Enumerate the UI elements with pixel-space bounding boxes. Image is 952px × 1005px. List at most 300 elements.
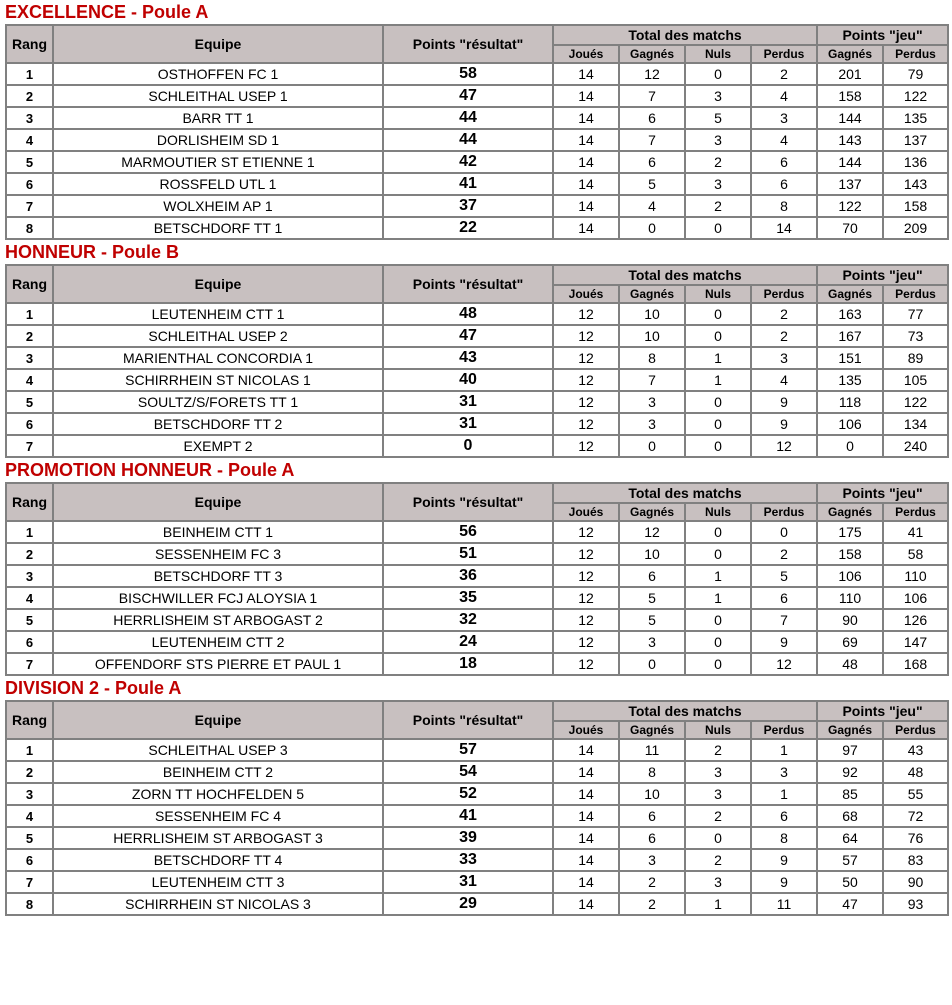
jeu-gagnes-cell: 68: [817, 805, 883, 827]
gagnes-cell: 5: [619, 587, 685, 609]
nuls-cell: 0: [685, 391, 751, 413]
perdus-cell: 3: [751, 107, 817, 129]
perdus-cell: 5: [751, 565, 817, 587]
points-cell: 22: [383, 217, 553, 239]
nuls-cell: 0: [685, 303, 751, 325]
points-cell: 31: [383, 871, 553, 893]
total-matchs-header: Total des matchs: [553, 25, 817, 45]
team-cell: ZORN TT HOCHFELDEN 5: [53, 783, 383, 805]
rang-header: Rang: [6, 25, 53, 63]
team-cell: OSTHOFFEN FC 1: [53, 63, 383, 85]
table-row: [6, 63, 948, 85]
perdus-cell: 2: [751, 325, 817, 347]
team-cell: HERRLISHEIM ST ARBOGAST 3: [53, 827, 383, 849]
standings-body: [6, 303, 948, 457]
joues-cell: 14: [553, 871, 619, 893]
points-jeu-header: Points "jeu": [817, 25, 948, 45]
points-cell: 57: [383, 739, 553, 761]
jeu-gagnes-cell: 50: [817, 871, 883, 893]
table-row: [6, 391, 948, 413]
team-cell: SCHIRRHEIN ST NICOLAS 3: [53, 893, 383, 915]
rang-cell: 6: [6, 849, 53, 871]
jeu-perdus-cell: 105: [883, 369, 948, 391]
table-row: [6, 151, 948, 173]
rang-cell: 1: [6, 63, 53, 85]
perdus-header: Perdus: [751, 285, 817, 303]
jeu-gagnes-cell: 106: [817, 565, 883, 587]
joues-cell: 14: [553, 173, 619, 195]
points-cell: 47: [383, 325, 553, 347]
perdus-cell: 0: [751, 521, 817, 543]
joues-cell: 14: [553, 85, 619, 107]
points-cell: 42: [383, 151, 553, 173]
gagnes-header: Gagnés: [619, 45, 685, 63]
points-cell: 44: [383, 107, 553, 129]
jeu-gagnes-cell: 70: [817, 217, 883, 239]
perdus-cell: 9: [751, 871, 817, 893]
team-cell: ROSSFELD UTL 1: [53, 173, 383, 195]
perdus-header: Perdus: [751, 503, 817, 521]
jeu-perdus-cell: 76: [883, 827, 948, 849]
rang-cell: 1: [6, 739, 53, 761]
standings-body: [6, 63, 948, 239]
jeu-perdus-cell: 122: [883, 85, 948, 107]
gagnes-cell: 3: [619, 413, 685, 435]
jeu-gagnes-cell: 90: [817, 609, 883, 631]
equipe-header: Equipe: [53, 483, 383, 521]
joues-cell: 12: [553, 609, 619, 631]
perdus-cell: 12: [751, 435, 817, 457]
table-row: [6, 347, 948, 369]
jeu-perdus-cell: 72: [883, 805, 948, 827]
division-name: PROMOTION HONNEUR: [5, 460, 212, 480]
nuls-cell: 0: [685, 521, 751, 543]
joues-cell: 14: [553, 63, 619, 85]
jeu-perdus-cell: 77: [883, 303, 948, 325]
perdus-cell: 1: [751, 739, 817, 761]
gagnes-cell: 10: [619, 783, 685, 805]
rang-cell: 5: [6, 827, 53, 849]
poule-name: Poule A: [142, 2, 209, 22]
jeu-perdus-cell: 209: [883, 217, 948, 239]
points-cell: 41: [383, 173, 553, 195]
perdus-header: Perdus: [751, 45, 817, 63]
team-cell: BETSCHDORF TT 2: [53, 413, 383, 435]
rang-cell: 3: [6, 783, 53, 805]
nuls-cell: 1: [685, 893, 751, 915]
rang-cell: 6: [6, 413, 53, 435]
jeu-perdus-cell: 126: [883, 609, 948, 631]
joues-cell: 12: [553, 653, 619, 675]
jeu-gagnes-header: Gagnés: [817, 45, 883, 63]
team-cell: SCHLEITHAL USEP 2: [53, 325, 383, 347]
gagnes-cell: 7: [619, 369, 685, 391]
points-cell: 0: [383, 435, 553, 457]
jeu-perdus-header: Perdus: [883, 721, 948, 739]
jeu-perdus-cell: 122: [883, 391, 948, 413]
nuls-cell: 3: [685, 761, 751, 783]
jeu-perdus-cell: 106: [883, 587, 948, 609]
points-cell: 24: [383, 631, 553, 653]
nuls-cell: 3: [685, 871, 751, 893]
joues-cell: 12: [553, 435, 619, 457]
gagnes-cell: 3: [619, 849, 685, 871]
team-cell: HERRLISHEIM ST ARBOGAST 2: [53, 609, 383, 631]
jeu-gagnes-cell: 137: [817, 173, 883, 195]
jeu-gagnes-cell: 69: [817, 631, 883, 653]
team-cell: SCHIRRHEIN ST NICOLAS 1: [53, 369, 383, 391]
rang-cell: 7: [6, 871, 53, 893]
joues-cell: 14: [553, 783, 619, 805]
perdus-cell: 3: [751, 347, 817, 369]
joues-cell: 12: [553, 325, 619, 347]
jeu-gagnes-cell: 85: [817, 783, 883, 805]
table-row: [6, 521, 948, 543]
jeu-perdus-cell: 143: [883, 173, 948, 195]
nuls-cell: 2: [685, 195, 751, 217]
gagnes-cell: 10: [619, 325, 685, 347]
jeu-perdus-cell: 90: [883, 871, 948, 893]
points-cell: 29: [383, 893, 553, 915]
points-cell: 44: [383, 129, 553, 151]
points-resultat-header: Points "résultat": [383, 25, 553, 63]
gagnes-header: Gagnés: [619, 285, 685, 303]
table-row: [6, 543, 948, 565]
perdus-cell: 9: [751, 631, 817, 653]
rang-cell: 5: [6, 151, 53, 173]
rang-cell: 1: [6, 521, 53, 543]
joues-header: Joués: [553, 721, 619, 739]
points-cell: 54: [383, 761, 553, 783]
jeu-perdus-header: Perdus: [883, 45, 948, 63]
jeu-gagnes-cell: 144: [817, 151, 883, 173]
table-row: [6, 631, 948, 653]
standings-body: [6, 521, 948, 675]
table-row: [6, 195, 948, 217]
team-cell: BETSCHDORF TT 4: [53, 849, 383, 871]
gagnes-cell: 2: [619, 871, 685, 893]
team-cell: SOULTZ/S/FORETS TT 1: [53, 391, 383, 413]
points-resultat-header: Points "résultat": [383, 483, 553, 521]
table-row: [6, 893, 948, 915]
joues-cell: 14: [553, 195, 619, 217]
rang-cell: 2: [6, 761, 53, 783]
joues-cell: 14: [553, 151, 619, 173]
rang-cell: 7: [6, 435, 53, 457]
perdus-cell: 6: [751, 805, 817, 827]
rang-cell: 2: [6, 85, 53, 107]
points-jeu-header: Points "jeu": [817, 265, 948, 285]
table-row: [6, 609, 948, 631]
jeu-gagnes-cell: 57: [817, 849, 883, 871]
gagnes-cell: 6: [619, 827, 685, 849]
jeu-perdus-cell: 168: [883, 653, 948, 675]
team-cell: MARMOUTIER ST ETIENNE 1: [53, 151, 383, 173]
nuls-cell: 1: [685, 587, 751, 609]
joues-cell: 14: [553, 827, 619, 849]
table-row: [6, 129, 948, 151]
points-cell: 36: [383, 565, 553, 587]
jeu-gagnes-cell: 0: [817, 435, 883, 457]
table-row: [6, 85, 948, 107]
rang-cell: 4: [6, 129, 53, 151]
jeu-gagnes-cell: 158: [817, 85, 883, 107]
nuls-cell: 0: [685, 827, 751, 849]
joues-cell: 12: [553, 543, 619, 565]
joues-cell: 14: [553, 129, 619, 151]
rang-cell: 1: [6, 303, 53, 325]
jeu-gagnes-cell: 143: [817, 129, 883, 151]
gagnes-cell: 10: [619, 303, 685, 325]
jeu-gagnes-cell: 201: [817, 63, 883, 85]
joues-header: Joués: [553, 285, 619, 303]
standings-table: [5, 264, 949, 458]
standings-table: [5, 24, 949, 240]
section-title: [5, 458, 947, 482]
poule-name: Poule A: [228, 460, 295, 480]
jeu-perdus-cell: 240: [883, 435, 948, 457]
division-name: HONNEUR: [5, 242, 97, 262]
nuls-cell: 3: [685, 85, 751, 107]
perdus-cell: 6: [751, 587, 817, 609]
nuls-cell: 2: [685, 151, 751, 173]
nuls-header: Nuls: [685, 503, 751, 521]
nuls-cell: 2: [685, 849, 751, 871]
perdus-cell: 14: [751, 217, 817, 239]
joues-cell: 12: [553, 347, 619, 369]
gagnes-cell: 0: [619, 217, 685, 239]
jeu-perdus-cell: 136: [883, 151, 948, 173]
points-cell: 32: [383, 609, 553, 631]
points-cell: 52: [383, 783, 553, 805]
perdus-cell: 2: [751, 303, 817, 325]
team-cell: LEUTENHEIM CTT 2: [53, 631, 383, 653]
table-row: [6, 783, 948, 805]
jeu-perdus-cell: 48: [883, 761, 948, 783]
nuls-cell: 0: [685, 631, 751, 653]
points-cell: 18: [383, 653, 553, 675]
jeu-perdus-cell: 41: [883, 521, 948, 543]
team-cell: EXEMPT 2: [53, 435, 383, 457]
jeu-gagnes-cell: 163: [817, 303, 883, 325]
perdus-cell: 6: [751, 151, 817, 173]
points-cell: 58: [383, 63, 553, 85]
points-cell: 39: [383, 827, 553, 849]
joues-cell: 12: [553, 303, 619, 325]
standings-table: [5, 482, 949, 676]
gagnes-cell: 5: [619, 609, 685, 631]
nuls-cell: 3: [685, 173, 751, 195]
jeu-perdus-cell: 58: [883, 543, 948, 565]
section-title: [5, 676, 947, 700]
team-cell: LEUTENHEIM CTT 3: [53, 871, 383, 893]
points-cell: 43: [383, 347, 553, 369]
points-jeu-header: Points "jeu": [817, 701, 948, 721]
gagnes-cell: 2: [619, 893, 685, 915]
team-cell: BETSCHDORF TT 1: [53, 217, 383, 239]
jeu-gagnes-cell: 47: [817, 893, 883, 915]
title-separator: -: [126, 2, 143, 22]
rang-cell: 8: [6, 217, 53, 239]
rang-cell: 7: [6, 653, 53, 675]
perdus-cell: 7: [751, 609, 817, 631]
team-cell: SESSENHEIM FC 4: [53, 805, 383, 827]
points-cell: 48: [383, 303, 553, 325]
jeu-gagnes-cell: 135: [817, 369, 883, 391]
gagnes-cell: 3: [619, 631, 685, 653]
team-cell: SCHLEITHAL USEP 3: [53, 739, 383, 761]
gagnes-cell: 6: [619, 805, 685, 827]
perdus-cell: 2: [751, 63, 817, 85]
joues-cell: 14: [553, 849, 619, 871]
perdus-cell: 9: [751, 391, 817, 413]
nuls-cell: 0: [685, 217, 751, 239]
standings-body: [6, 739, 948, 915]
nuls-cell: 1: [685, 565, 751, 587]
rang-cell: 5: [6, 609, 53, 631]
rang-cell: 3: [6, 107, 53, 129]
team-cell: OFFENDORF STS PIERRE ET PAUL 1: [53, 653, 383, 675]
poule-name: Poule B: [112, 242, 180, 262]
nuls-cell: 0: [685, 653, 751, 675]
joues-cell: 12: [553, 391, 619, 413]
gagnes-cell: 7: [619, 129, 685, 151]
division-section: [5, 676, 947, 916]
rang-cell: 2: [6, 543, 53, 565]
perdus-cell: 4: [751, 129, 817, 151]
equipe-header: Equipe: [53, 265, 383, 303]
rang-cell: 3: [6, 565, 53, 587]
nuls-header: Nuls: [685, 45, 751, 63]
joues-cell: 12: [553, 631, 619, 653]
jeu-gagnes-cell: 122: [817, 195, 883, 217]
jeu-gagnes-cell: 48: [817, 653, 883, 675]
table-row: [6, 827, 948, 849]
rang-header: Rang: [6, 483, 53, 521]
gagnes-header: Gagnés: [619, 503, 685, 521]
jeu-perdus-cell: 79: [883, 63, 948, 85]
table-row: [6, 565, 948, 587]
table-row: [6, 325, 948, 347]
points-jeu-header: Points "jeu": [817, 483, 948, 503]
table-row: [6, 435, 948, 457]
gagnes-cell: 6: [619, 565, 685, 587]
jeu-gagnes-cell: 158: [817, 543, 883, 565]
team-cell: BEINHEIM CTT 2: [53, 761, 383, 783]
gagnes-cell: 11: [619, 739, 685, 761]
jeu-gagnes-cell: 118: [817, 391, 883, 413]
team-cell: BARR TT 1: [53, 107, 383, 129]
points-resultat-header: Points "résultat": [383, 265, 553, 303]
team-cell: MARIENTHAL CONCORDIA 1: [53, 347, 383, 369]
title-separator: -: [212, 460, 228, 480]
team-cell: DORLISHEIM SD 1: [53, 129, 383, 151]
team-cell: SESSENHEIM FC 3: [53, 543, 383, 565]
jeu-gagnes-header: Gagnés: [817, 721, 883, 739]
table-row: [6, 303, 948, 325]
nuls-cell: 0: [685, 63, 751, 85]
gagnes-cell: 3: [619, 391, 685, 413]
nuls-cell: 2: [685, 805, 751, 827]
title-separator: -: [96, 242, 113, 262]
jeu-gagnes-cell: 64: [817, 827, 883, 849]
perdus-cell: 9: [751, 413, 817, 435]
rang-cell: 6: [6, 173, 53, 195]
nuls-cell: 1: [685, 369, 751, 391]
nuls-cell: 0: [685, 413, 751, 435]
table-row: [6, 217, 948, 239]
gagnes-cell: 12: [619, 63, 685, 85]
rang-cell: 8: [6, 893, 53, 915]
nuls-cell: 0: [685, 435, 751, 457]
table-row: [6, 739, 948, 761]
table-row: [6, 653, 948, 675]
jeu-perdus-cell: 135: [883, 107, 948, 129]
gagnes-cell: 6: [619, 107, 685, 129]
jeu-perdus-cell: 89: [883, 347, 948, 369]
jeu-perdus-cell: 158: [883, 195, 948, 217]
perdus-cell: 12: [751, 653, 817, 675]
jeu-perdus-cell: 147: [883, 631, 948, 653]
points-cell: 56: [383, 521, 553, 543]
perdus-cell: 3: [751, 761, 817, 783]
jeu-perdus-cell: 137: [883, 129, 948, 151]
gagnes-cell: 12: [619, 521, 685, 543]
division-section: [5, 458, 947, 676]
joues-cell: 12: [553, 369, 619, 391]
team-cell: WOLXHEIM AP 1: [53, 195, 383, 217]
points-cell: 31: [383, 391, 553, 413]
perdus-cell: 1: [751, 783, 817, 805]
table-row: [6, 173, 948, 195]
gagnes-cell: 5: [619, 173, 685, 195]
nuls-cell: 3: [685, 783, 751, 805]
nuls-cell: 5: [685, 107, 751, 129]
rang-cell: 5: [6, 391, 53, 413]
jeu-gagnes-cell: 151: [817, 347, 883, 369]
rang-cell: 3: [6, 347, 53, 369]
perdus-cell: 4: [751, 85, 817, 107]
table-row: [6, 871, 948, 893]
points-resultat-header: Points "résultat": [383, 701, 553, 739]
rang-cell: 2: [6, 325, 53, 347]
nuls-header: Nuls: [685, 721, 751, 739]
section-title: [5, 0, 947, 24]
table-row: [6, 369, 948, 391]
nuls-cell: 1: [685, 347, 751, 369]
points-cell: 37: [383, 195, 553, 217]
section-title: [5, 240, 947, 264]
jeu-perdus-cell: 134: [883, 413, 948, 435]
jeu-perdus-cell: 73: [883, 325, 948, 347]
team-cell: BEINHEIM CTT 1: [53, 521, 383, 543]
nuls-cell: 0: [685, 543, 751, 565]
poule-name: Poule A: [115, 678, 182, 698]
jeu-gagnes-cell: 175: [817, 521, 883, 543]
joues-cell: 14: [553, 761, 619, 783]
points-cell: 31: [383, 413, 553, 435]
jeu-perdus-header: Perdus: [883, 285, 948, 303]
nuls-cell: 2: [685, 739, 751, 761]
jeu-gagnes-cell: 97: [817, 739, 883, 761]
jeu-gagnes-header: Gagnés: [817, 503, 883, 521]
rang-header: Rang: [6, 701, 53, 739]
team-cell: BETSCHDORF TT 3: [53, 565, 383, 587]
perdus-cell: 11: [751, 893, 817, 915]
nuls-cell: 0: [685, 609, 751, 631]
jeu-perdus-header: Perdus: [883, 503, 948, 521]
joues-header: Joués: [553, 45, 619, 63]
